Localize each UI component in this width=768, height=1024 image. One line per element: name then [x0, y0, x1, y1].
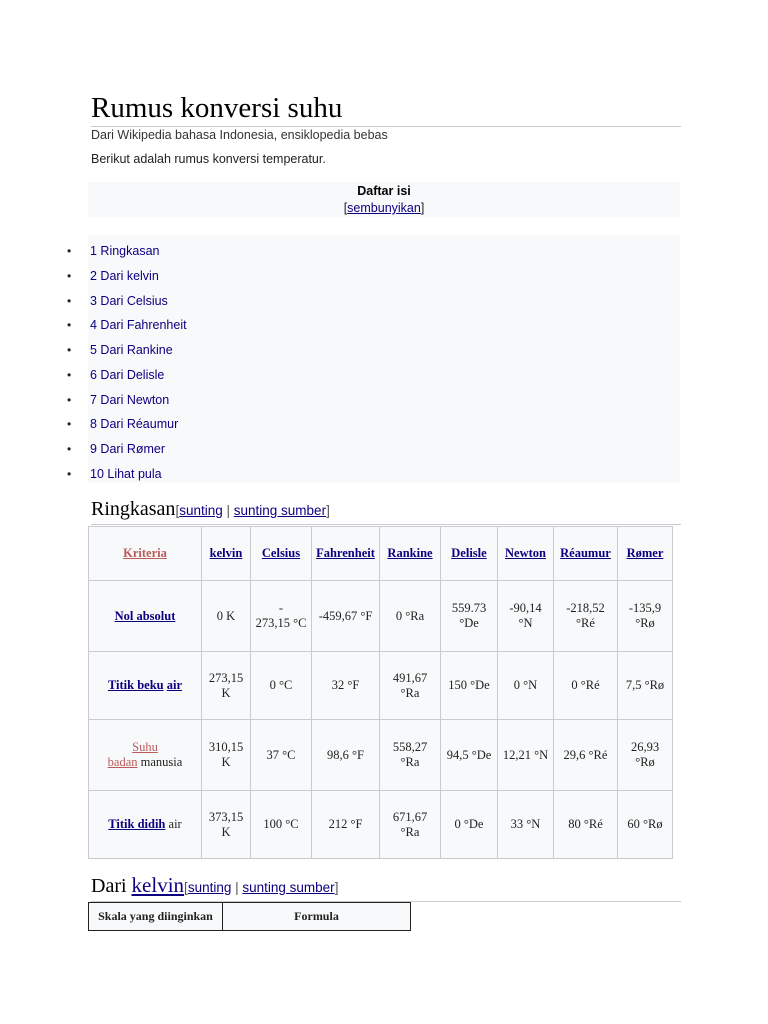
table-header-row [89, 903, 411, 931]
toc-item-label[interactable]: 6 Dari Delisle [90, 368, 165, 382]
criteria-text: manusia [140, 755, 183, 769]
site-tagline: Dari Wikipedia bahasa Indonesia, ensiklopedia bebas [91, 128, 388, 142]
table-cell: 7,5 °Rø [618, 652, 673, 720]
header-link[interactable]: Rankine [387, 546, 433, 560]
table-row [89, 652, 673, 720]
table-cell: 491,67 °Ra [380, 652, 441, 720]
table-cell: 559.73 °De [441, 581, 498, 652]
toc-title: Daftar isi [357, 184, 411, 198]
toc-item-label[interactable]: 10 Lihat pula [90, 467, 162, 481]
edit-bracket-open: [ [184, 880, 188, 895]
table-cell: -90,14 °N [498, 581, 554, 652]
column-header[interactable] [312, 527, 380, 581]
row-criteria [89, 581, 202, 652]
edit-separator: | [222, 503, 234, 518]
table-cell: 12,21 °N [498, 720, 554, 791]
table-cell: 373,15 K [202, 791, 251, 859]
column-header[interactable] [554, 527, 618, 581]
column-header: Formula [223, 903, 411, 931]
table-cell: 60 °Rø [618, 791, 673, 859]
table-cell: -135,9 °Rø [618, 581, 673, 652]
table-cell: 80 °Ré [554, 791, 618, 859]
row-criteria [89, 720, 202, 791]
edit-link[interactable]: sunting [187, 880, 232, 895]
table-row [89, 791, 673, 859]
toc-item-label[interactable]: 7 Dari Newton [90, 393, 170, 407]
summary-table [88, 526, 673, 859]
criteria-link[interactable]: Titik didih [108, 817, 166, 831]
column-header[interactable] [498, 527, 554, 581]
toc-item-label[interactable]: 2 Dari kelvin [90, 269, 159, 283]
edit-bracket-open: [ [175, 503, 180, 518]
table-row [89, 581, 673, 652]
header-link[interactable]: Kriteria [123, 546, 167, 560]
edit-separator: | [231, 880, 243, 895]
section-title: Ringkasan [91, 498, 176, 520]
edit-source-link[interactable]: sunting sumber [242, 880, 335, 895]
toc-list [67, 235, 680, 483]
toc-toggle-open: [ [343, 201, 348, 215]
table-row [89, 720, 673, 791]
column-header[interactable] [251, 527, 312, 581]
header-link[interactable]: kelvin [209, 546, 243, 560]
table-cell: 671,67 °Ra [380, 791, 441, 859]
table-cell: 212 °F [312, 791, 380, 859]
table-cell: 98,6 °F [312, 720, 380, 791]
table-cell: 0 °Ré [554, 652, 618, 720]
section-edit-links [175, 503, 329, 518]
criteria-redlink[interactable]: Suhu [132, 740, 158, 754]
bullet-icon: • [67, 269, 72, 283]
column-header[interactable] [89, 527, 202, 581]
toc-header [88, 182, 680, 217]
section-heading-ringkasan [91, 496, 681, 525]
intro-paragraph: Berikut adalah rumus konversi temperatur. [91, 152, 326, 166]
bullet-icon: • [67, 467, 72, 481]
table-header-row [89, 527, 673, 581]
table-cell: 37 °C [251, 720, 312, 791]
formula-table [88, 902, 411, 931]
table-cell: 310,15 K [202, 720, 251, 791]
toc-hide-link[interactable]: sembunyikan [347, 201, 421, 215]
toc-item-label[interactable]: 3 Dari Celsius [90, 294, 168, 308]
column-header[interactable] [202, 527, 251, 581]
bullet-icon: • [67, 294, 72, 308]
table-cell: 33 °N [498, 791, 554, 859]
table-cell: 100 °C [251, 791, 312, 859]
page-title: Rumus konversi suhu [91, 90, 681, 127]
table-cell: 0 °C [251, 652, 312, 720]
table-cell: 29,6 °Ré [554, 720, 618, 791]
table-cell: 150 °De [441, 652, 498, 720]
section-title-prefix: Dari [91, 875, 127, 897]
criteria-link[interactable]: air [166, 678, 183, 692]
bullet-icon: • [67, 244, 72, 258]
edit-source-link[interactable]: sunting sumber [233, 503, 327, 518]
toc-item-label[interactable]: 8 Dari Réaumur [90, 417, 179, 431]
bullet-icon: • [67, 318, 72, 332]
toc-item-label[interactable]: 9 Dari Rømer [90, 442, 166, 456]
bullet-icon: • [67, 343, 72, 357]
column-header[interactable] [441, 527, 498, 581]
table-cell: - 273,15 °C [251, 581, 312, 652]
table-cell: -218,52 °Ré [554, 581, 618, 652]
row-criteria [89, 791, 202, 859]
table-cell: 26,93 °Rø [618, 720, 673, 791]
bullet-icon: • [67, 368, 72, 382]
bullet-icon: • [67, 417, 72, 431]
header-link[interactable]: Delisle [451, 546, 487, 560]
column-header: Skala yang diinginkan [89, 903, 223, 931]
toc-item-label[interactable]: 1 Ringkasan [90, 244, 160, 258]
table-cell: -459,67 °F [312, 581, 380, 652]
edit-bracket-close: ] [326, 503, 330, 518]
column-header[interactable] [380, 527, 441, 581]
header-link[interactable]: Celsius [261, 546, 301, 560]
edit-bracket-close: ] [334, 880, 339, 895]
table-cell: 0 °De [441, 791, 498, 859]
toc-item-label[interactable]: 4 Dari Fahrenheit [90, 318, 187, 332]
table-cell: 94,5 °De [441, 720, 498, 791]
criteria-redlink[interactable]: badan [107, 755, 138, 769]
header-link[interactable]: Fahrenheit [316, 546, 375, 560]
section-edit-links [184, 880, 338, 895]
toc-toggle [88, 199, 680, 217]
header-link[interactable]: Rømer [626, 546, 664, 560]
bullet-icon: • [67, 393, 72, 407]
row-criteria [89, 652, 202, 720]
table-cell: 0 °Ra [380, 581, 441, 652]
header-link[interactable]: Réaumur [560, 546, 611, 560]
edit-link[interactable]: sunting [179, 503, 223, 518]
toc-toggle-close: ] [420, 201, 425, 215]
header-link[interactable]: Newton [505, 546, 546, 560]
bullet-icon: • [67, 442, 72, 456]
table-cell: 0 °N [498, 652, 554, 720]
section-title-link[interactable]: kelvin [131, 873, 185, 897]
criteria-link[interactable]: Nol absolut [114, 608, 176, 623]
table-cell: 558,27 °Ra [380, 720, 441, 791]
section-heading-kelvin [91, 872, 681, 902]
table-cell: 273,15 K [202, 652, 251, 720]
table-cell: 0 K [202, 581, 251, 652]
criteria-text: air [168, 817, 182, 831]
column-header[interactable] [618, 527, 673, 581]
toc-item-label[interactable]: 5 Dari Rankine [90, 343, 173, 357]
table-cell: 32 °F [312, 652, 380, 720]
criteria-link[interactable]: Titik beku [107, 678, 164, 692]
